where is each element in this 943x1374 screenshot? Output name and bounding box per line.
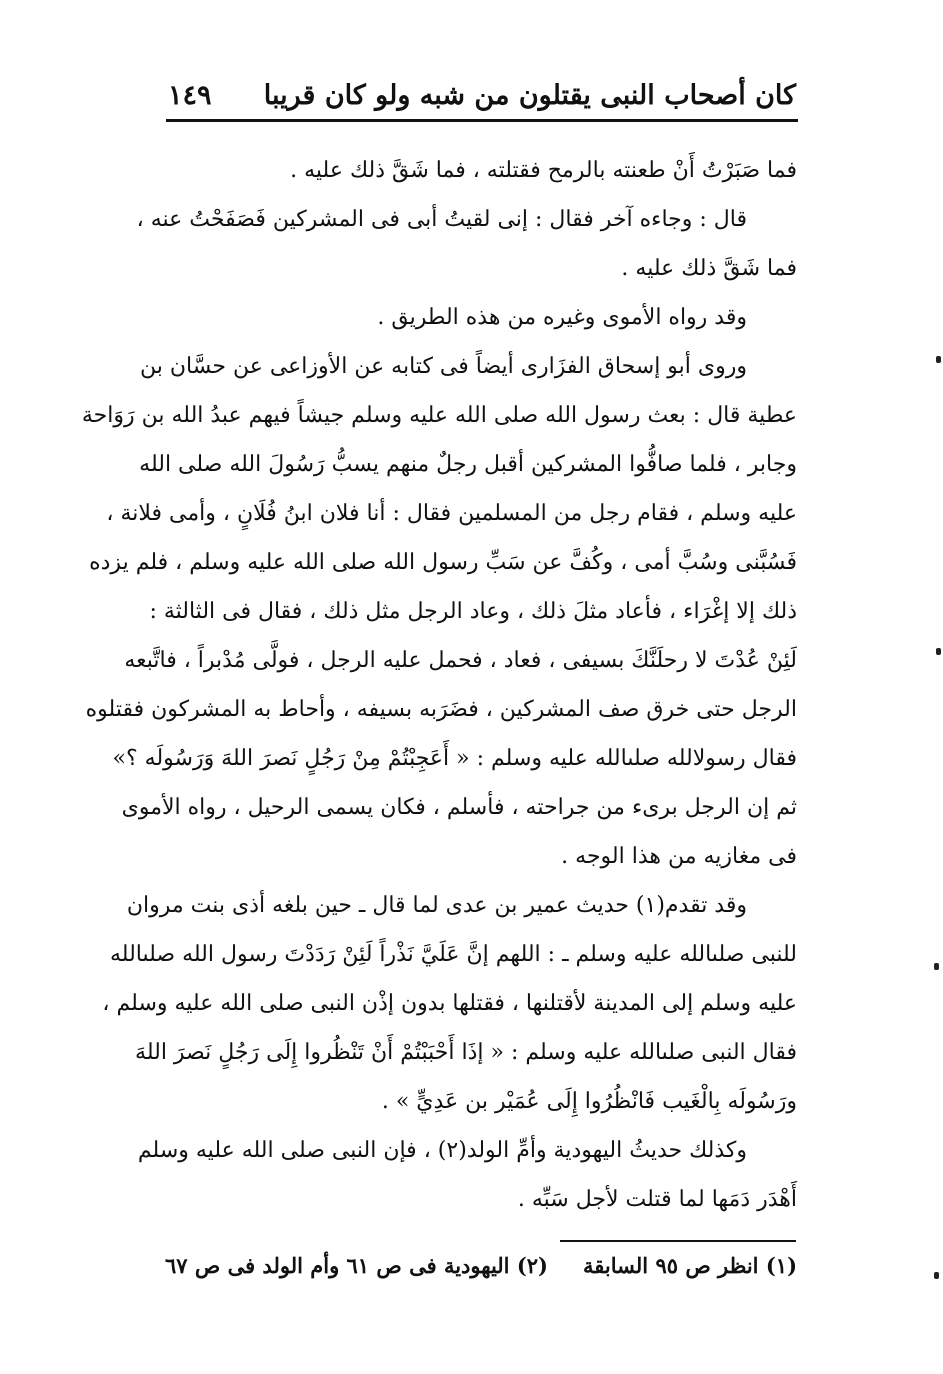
scan-speck xyxy=(936,356,941,363)
text-line: للنبى صلىالله عليه وسلم ـ : اللهم إنَّ عَلَيَّ نَذْراً لَئِنْ رَدَدْتَ رسول الله صلىالله xyxy=(110,942,797,967)
running-header xyxy=(168,70,796,120)
text-line: ورَسُولَه بِالْغَيب فَانْظُرُوا إِلَى عُمَيْر بن عَدِيٍّ » . xyxy=(381,1089,797,1114)
text-line: عليه وسلم إلى المدينة لأقتلنها ، فقتلها بدون إذْن النبى صلى الله عليه وسلم ، xyxy=(102,991,797,1016)
scan-speck xyxy=(934,1272,939,1279)
text-line: ثم إن الرجل برىء من جراحته ، فأسلم ، فكان يسمى الرحيل ، رواه الأموى xyxy=(121,795,797,820)
scan-speck xyxy=(934,963,939,970)
text-line: الرجل حتى خرق صف المشركين ، فضَرَبه بسيفه ، وأحاط به المشركون فقتلوه xyxy=(85,697,797,722)
text-line: قال : وجاءه آخر فقال : إنى لقيتُ أبى فى المشركين فَصَفَحْتُ عنه ، xyxy=(136,207,747,232)
text-line: وروى أبو إسحاق الفزَارى أيضاً فى كتابه عن الأوزاعى عن حسَّان بن xyxy=(140,354,747,379)
text-line: فما شَقَّ ذلك عليه . xyxy=(621,256,797,281)
footnote-1: (١) انظر ص ٩٥ السابقة xyxy=(583,1253,797,1278)
chapter-title: كان أصحاب النبى يقتلون من شبه ولو كان قريبا xyxy=(263,79,796,111)
text-line: عطية قال : بعث رسول الله صلى الله عليه وسلم جيشاً فيهم عبدُ الله بن رَوَاحة xyxy=(81,403,797,428)
text-line: لَئِنْ عُدْتَ لا رحلَنَّكَ بسيفى ، فعاد ، فحمل عليه الرجل ، فولَّى مُدْبراً ، فاتَّبعه xyxy=(124,648,797,673)
footnotes xyxy=(165,1246,797,1286)
text-line: فى مغازيه من هذا الوجه . xyxy=(561,844,797,869)
text-line: ذلك إلا إغْرَاء ، فأعاد مثلَ ذلك ، وعاد الرجل مثل ذلك ، فقال فى الثالثة : xyxy=(149,599,797,624)
body-text xyxy=(81,146,797,1224)
text-line: فَسُبَّنى وسُبَّ أمى ، وكُفَّ عن سَبِّ رسول الله صلى الله عليه وسلم ، فلم يزده xyxy=(89,550,797,575)
text-line: فقال رسولالله صلىالله عليه وسلم : « أَعَجِبْتُمْ مِنْ رَجُلٍ نَصرَ اللهَ وَرَسُولَه ؟» xyxy=(112,746,797,771)
text-line: فقال النبى صلىالله عليه وسلم : « إذَا أَحْبَبْتُمْ أَنْ تَنْظُروا إِلَى رَجُلٍ نَصرَ اللهَ xyxy=(135,1040,797,1065)
text-line: أَهْدَر دَمَها لما قتلت لأجل سَبِّه . xyxy=(517,1187,797,1212)
page-number: ١٤٩ xyxy=(168,79,212,111)
text-line: وقد رواه الأموى وغيره من هذه الطريق . xyxy=(377,305,747,330)
footnote-rule xyxy=(560,1240,796,1242)
text-line: فما صَبَرْتُ أَنْ طعنته بالرمح فقتلته ، فما شَقَّ ذلك عليه . xyxy=(290,158,797,183)
text-line: وقد تقدم(١) حديث عمير بن عدى لما قال ـ حين بلغه أذى بنت مروان xyxy=(126,893,747,918)
text-line: وكذلك حديثُ اليهودية وأمِّ الولد(٢) ، فإن النبى صلى الله عليه وسلم xyxy=(137,1138,747,1163)
text-line: عليه وسلم ، فقام رجل من المسلمين فقال : أنا فلان ابنُ فُلَانٍ ، وأمى فلانة ، xyxy=(106,501,797,526)
header-rule xyxy=(166,119,798,122)
footnote-2: (٢) اليهودية فى ص ٦١ وأم الولد فى ص ٦٧ xyxy=(165,1253,548,1278)
text-line: وجابر ، فلما صافُّوا المشركين أقبل رجلٌ منهم يسبُّ رَسُولَ الله صلى الله xyxy=(139,452,797,477)
scan-speck xyxy=(936,648,941,655)
